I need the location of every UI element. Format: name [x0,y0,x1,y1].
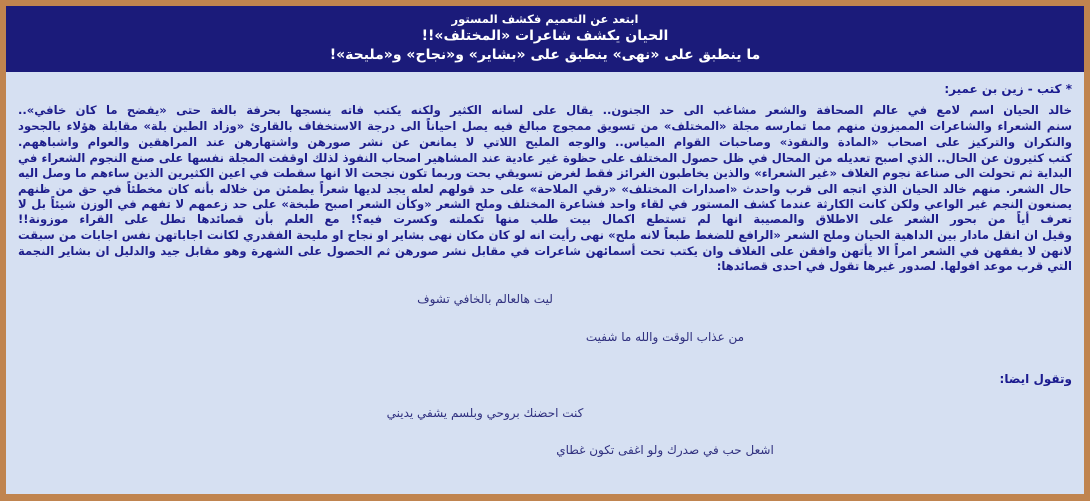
header-kicker: ابتعد عن التعميم فكشف المستور [451,12,639,26]
article-paragraph: سنم الشعراء والشاعرات المميزون منهم مما تمارسه مجلة «المختلف» من تسويق ممجوج مبالغ فيه يصل احياناً الى درجة الاستخفاف بالقارئ «وزاد الطين بلة» مقابلة هؤلاء بالجحود والنكران والتركيز على اصحاب «المادة والنقوذ» وصاحبات القوام المياس.. والوجه المليح اللاتي لا يمانعن عن نشر صورهن واشتهارهن عند المراهقين والعوام واشباههم. [18,119,1072,149]
article-paragraph: كتب كثيرون عن الحال.. الذي اصبح تعديله من المحال في ظل حصول المختلف على حظوة غير عادية عند المشاهير اصحاب النفوذ لذلك اوقفت المجلة نفسها على صنع النجوم الشعراء في البداية ثم تحولت الى صناعة نجوم الغلاف «غير الشعراء» والذين يخاطبون الغرائز فقط لغرض تسويقي بحت وربما تكون نجحت الا انها سقطت في اعين الكثيرين الذين ساءهم ما وصل اليه حال الشعر. منهم خالد الحيان الذي اتجه الى قرب واحدث «اصدارات المختلف» «رقي الملاحة» على حد قولهم لعله يجد لديها شعراً يطمئن من خلاله بأنه كان مخطئاً في حق من ظنهم يصنعون النجم غير الواعي ولكن كانت الكارثة عندما كشف المستور في لقاء واحد فشاعرة المختلف وملح الشعر «وكأن الشعر اصبح طبخة» على حد زعمهم لا تفهم في الوزن شيئاً بل لا تعرف أياً من بحور الشعر على الاطلاق والمصيبة انها لم تستطع اكمال بيت طلب منها تكملته وكسرت فيه؟! مع العلم بأن قصائدها تطل على القراء موزونة!! [18,151,1072,227]
verse-block-two [18,406,1072,459]
verse-line: من عذاب الوقت والله ما شفيت [585,329,745,344]
also-says-label: وتقول ايضا: [999,371,1072,386]
article-paragraph: وقيل ان انقل مادار بين الداهية الحيان وملح الشعر «الرافع للضغط طبعاً لانه ملح» نهى رأيت انه لو كان مكان نهى بشاير او نجاح او مليحة الفقدري لكانت اجاباتهن نفس اجابات من سبقت لانهن لا يفقهن في الشعر امراً الا يأتهن وافقن على الغلاف وان يكتب تحت أسمائهن شاعرات في مقابل نشر صورهن ثم الحصول على الشهرة وهو مقابل جيد والدليل ان بشاير النجمة التي قرب موعد افولها. لصدور غيرها تقول في احدى قصائدها: [18,228,1072,274]
byline: * كتب - زين بن عمير: [944,82,1072,97]
article-paragraph: خالد الحيان اسم لامع في عالم الصحافة والشعر مشاغب الى حد الجنون.. يقال على لسانه الكثير ولكنه يكتب فاته ينسجها بحرفة بالغة حتى «يفضح ما كان خافي».. [18,103,1072,118]
article-container [6,6,1084,494]
header-title: الحيان يكشف شاعرات «المختلف»!! [421,28,669,45]
verse-line: اشعل حب في صدرك ولو اغفى تكون غطاي [556,443,774,458]
article-header [6,6,1084,72]
verse-line: كنت احضنك بروحي وبلسم يشفي يديني [386,405,584,420]
verse-line: ليت هالعالم بالخافي تشوف [417,292,553,307]
verse-block-one [18,292,1072,345]
header-subtitle: ما ينطبق على «نهى» ينطبق على «بشاير» و«نجاح» و«مليحة»! [329,46,761,63]
article-body [6,72,1084,494]
